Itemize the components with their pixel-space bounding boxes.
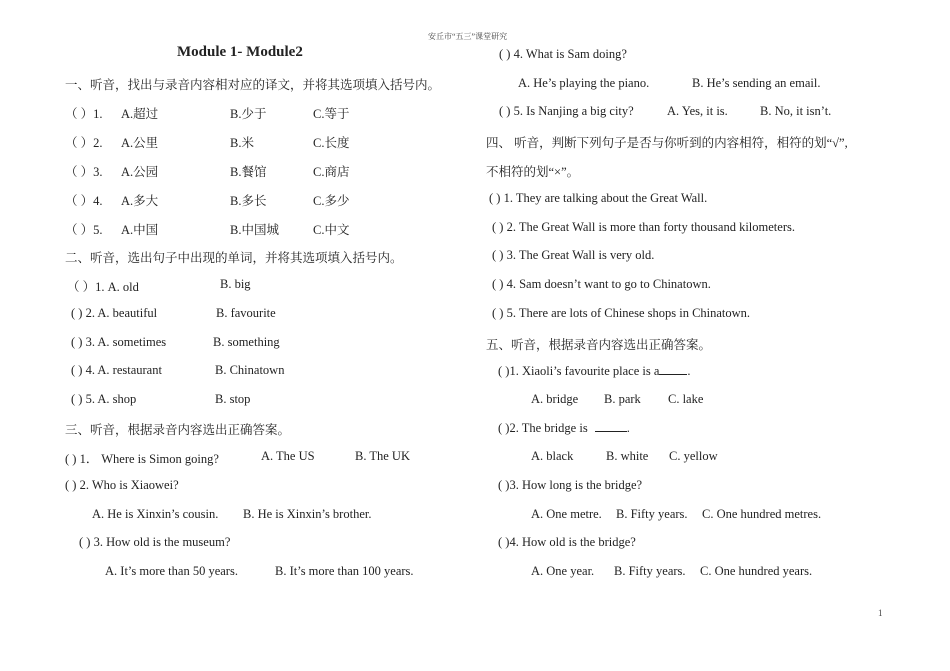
s1-q1-number: （ ）1. xyxy=(65,107,103,121)
s2-q4-option-b: B. Chinatown xyxy=(215,363,285,377)
s2-q5: ( ) 5. A. shop xyxy=(71,392,137,406)
section-2-heading: 二、听音，选出句子中出现的单词，并将其选项填入括号内。 xyxy=(65,251,403,265)
s1-q4-number: （ ）4. xyxy=(65,194,103,208)
section-1-heading: 一、听音，找出与录音内容相对应的译文，并将其选项填入括号内。 xyxy=(65,78,441,92)
s2-q1-option-b: B. big xyxy=(220,277,251,291)
s1-q2-option-b: B.米 xyxy=(230,136,254,150)
s5-q2-option-c: C. yellow xyxy=(669,449,718,463)
answer-blank[interactable] xyxy=(659,363,687,375)
s5-q3-option-a: A. One metre. xyxy=(531,507,602,521)
s5-q4-option-a: A. One year. xyxy=(531,564,595,578)
s1-q3-number: （ ）3. xyxy=(65,165,103,179)
s2-q5-option-b: B. stop xyxy=(215,392,251,406)
s1-q2-option-c: C.长度 xyxy=(313,136,350,150)
s5-q1-option-b: B. park xyxy=(604,392,641,406)
page-header: 安丘市“五三”课堂研究 xyxy=(428,32,508,41)
s3-q3: ( ) 3. How old is the museum? xyxy=(79,535,231,549)
s1-q1-option-c: C.等于 xyxy=(313,107,350,121)
s3-q5: ( ) 5. Is Nanjing a big city? xyxy=(499,104,634,118)
s5-q1-end: . xyxy=(687,364,691,378)
s1-q2-option-a: A.公里 xyxy=(121,136,159,150)
s3-q5-option-a: A. Yes, it is. xyxy=(667,104,728,118)
s3-q2-option-b: B. He is Xinxin’s brother. xyxy=(243,507,372,521)
s3-q4-option-b: B. He’s sending an email. xyxy=(692,76,821,90)
s1-q4-option-a: A.多大 xyxy=(121,194,159,208)
s5-q1 xyxy=(498,363,691,379)
s3-q4: ( ) 4. What is Sam doing? xyxy=(499,47,627,61)
section-4-heading: 四、 听音，判断下列句子是否与你听到的内容相符，相符的划“√”, xyxy=(486,136,848,150)
s1-q3-option-c: C.商店 xyxy=(313,165,350,179)
section-3-heading: 三、听音，根据录音内容选出正确答案。 xyxy=(65,423,291,437)
s2-q3: ( ) 3. A. sometimes xyxy=(71,335,167,349)
s3-q1: ( ) 1． Where is Simon going? xyxy=(65,452,219,466)
s1-q5-number: （ ）5. xyxy=(65,223,103,237)
s5-q3: ( )3. How long is the bridge? xyxy=(498,478,643,492)
s3-q1-option-b: B. The UK xyxy=(355,449,410,463)
section-4-heading-cont: 不相符的划“×”。 xyxy=(486,165,580,179)
s1-q3-option-a: A.公园 xyxy=(121,165,159,179)
s5-q2-end: . xyxy=(626,421,630,435)
s5-q3-option-c: C. One hundred metres. xyxy=(702,507,822,521)
s1-q5-option-c: C.中文 xyxy=(313,223,350,237)
s5-q2-option-b: B. white xyxy=(606,449,649,463)
s5-q1-option-c: C. lake xyxy=(668,392,704,406)
s2-q2: ( ) 2. A. beautiful xyxy=(71,306,158,320)
s3-q4-option-a: A. He’s playing the piano. xyxy=(518,76,650,90)
page-number: 1 xyxy=(878,608,883,618)
s1-q5-option-b: B.中国城 xyxy=(230,223,279,237)
s5-q3-option-b: B. Fifty years. xyxy=(616,507,688,521)
s5-q4-option-b: B. Fifty years. xyxy=(614,564,686,578)
s1-q4-option-c: C.多少 xyxy=(313,194,350,208)
s5-q2-text: ( )2. The bridge is xyxy=(498,421,588,435)
s5-q2 xyxy=(498,420,630,436)
s2-q1: （ ）1. A. old xyxy=(67,280,139,294)
s4-q3: ( ) 3. The Great Wall is very old. xyxy=(492,248,655,262)
s5-q1-text: ( )1. Xiaoli’s favourite place is a xyxy=(498,364,660,378)
s4-q1: ( ) 1. They are talking about the Great Wall. xyxy=(489,191,708,205)
s2-q3-option-b: B. something xyxy=(213,335,280,349)
s5-q4-option-c: C. One hundred years. xyxy=(700,564,813,578)
section-5-heading: 五、听音，根据录音内容选出正确答案。 xyxy=(486,338,712,352)
s2-q2-option-b: B. favourite xyxy=(216,306,276,320)
s3-q2-option-a: A. He is Xinxin’s cousin. xyxy=(92,507,219,521)
s1-q4-option-b: B.多长 xyxy=(230,194,267,208)
s1-q1-option-a: A.超过 xyxy=(121,107,159,121)
s5-q1-option-a: A. bridge xyxy=(531,392,579,406)
s5-q2-option-a: A. black xyxy=(531,449,574,463)
s5-q4: ( )4. How old is the bridge? xyxy=(498,535,636,549)
s4-q4: ( ) 4. Sam doesn’t want to go to Chinatown. xyxy=(492,277,711,291)
s1-q2-number: （ ）2. xyxy=(65,136,103,150)
s4-q5: ( ) 5. There are lots of Chinese shops in Chinatown. xyxy=(492,306,751,320)
s3-q3-option-b: B. It’s more than 100 years. xyxy=(275,564,414,578)
s1-q3-option-b: B.餐馆 xyxy=(230,165,267,179)
s1-q5-option-a: A.中国 xyxy=(121,223,159,237)
s3-q5-option-b: B. No, it isn’t. xyxy=(760,104,832,118)
s3-q1-option-a: A. The US xyxy=(261,449,315,463)
s4-q2: ( ) 2. The Great Wall is more than forty thousand kilometers. xyxy=(492,220,795,234)
s3-q2: ( ) 2. Who is Xiaowei? xyxy=(65,478,179,492)
answer-blank[interactable] xyxy=(595,420,627,432)
s3-q3-option-a: A. It’s more than 50 years. xyxy=(105,564,238,578)
s2-q4: ( ) 4. A. restaurant xyxy=(71,363,162,377)
s1-q1-option-b: B.少于 xyxy=(230,107,267,121)
page-title: Module 1- Module2 xyxy=(177,44,303,60)
